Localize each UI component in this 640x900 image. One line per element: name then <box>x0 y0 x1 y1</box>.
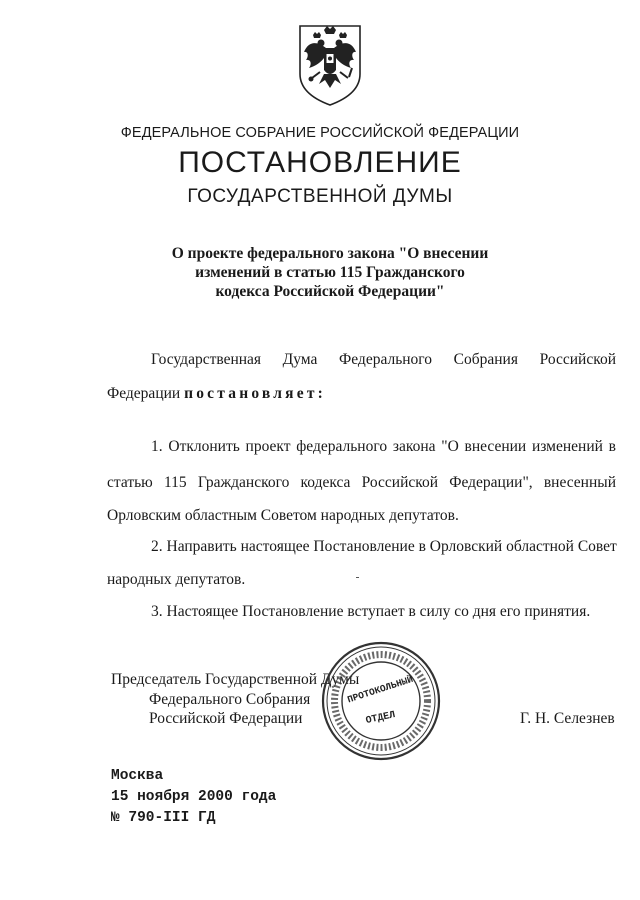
official-stamp <box>320 640 442 762</box>
document-subtitle: ГОСУДАРСТВЕННОЙ ДУМЫ <box>187 186 453 207</box>
coat-of-arms-emblem <box>294 22 366 108</box>
project-title <box>150 244 510 301</box>
point-1-line-2: статью 115 Гражданского кодекса Российской Федерации", внесенный <box>107 474 616 491</box>
preamble-prefix: Федерации <box>107 385 181 402</box>
stamp-bottom-text: ОТДЕЛ <box>364 710 397 728</box>
city: Москва <box>111 768 164 784</box>
project-title-line: О проекте федерального закона "О внесении <box>171 245 489 262</box>
org-name: ФЕДЕРАЛЬНОЕ СОБРАНИЕ РОССИЙСКОЙ ФЕДЕРАЦИИ <box>120 125 520 141</box>
point-2-line-1: 2. Направить настоящее Постановление в Орловский областной Совет <box>151 538 617 555</box>
preamble-line-2 <box>107 385 326 403</box>
point-1-line-1: 1. Отклонить проект федерального закона "О внесении изменений в <box>151 438 616 455</box>
signatory-name: Г. Н. Селезнев <box>520 710 615 727</box>
project-title-line: кодекса Российской Федерации" <box>215 283 445 300</box>
document-title: ПОСТАНОВЛЕНИЕ <box>178 146 462 179</box>
point-2-line-2: народных депутатов. <box>107 571 246 588</box>
point-3-line: 3. Настоящее Постановление вступает в силу со дня его принятия. <box>151 603 591 620</box>
preamble-line-1: Государственная Дума Федерального Собрания Российской <box>151 351 616 368</box>
date: 15 ноября 2000 года <box>111 789 277 805</box>
preamble-resolves: постановляет: <box>184 385 326 402</box>
signatory-position-line: Российской Федерации <box>149 710 303 727</box>
stamp-center-text: ПРОТОКОЛЬНЫЙ <box>345 673 415 706</box>
project-title-line: изменений в статью 115 Гражданского <box>195 264 465 281</box>
signatory-position-line: Председатель Государственной Думы <box>111 671 360 688</box>
signatory-position-line: Федерального Собрания <box>149 690 311 708</box>
document-number: № 790-III ГД <box>111 810 216 826</box>
point-1-line-3: Орловским областным Советом народных депутатов. <box>107 507 459 524</box>
scan-speck <box>356 577 359 578</box>
